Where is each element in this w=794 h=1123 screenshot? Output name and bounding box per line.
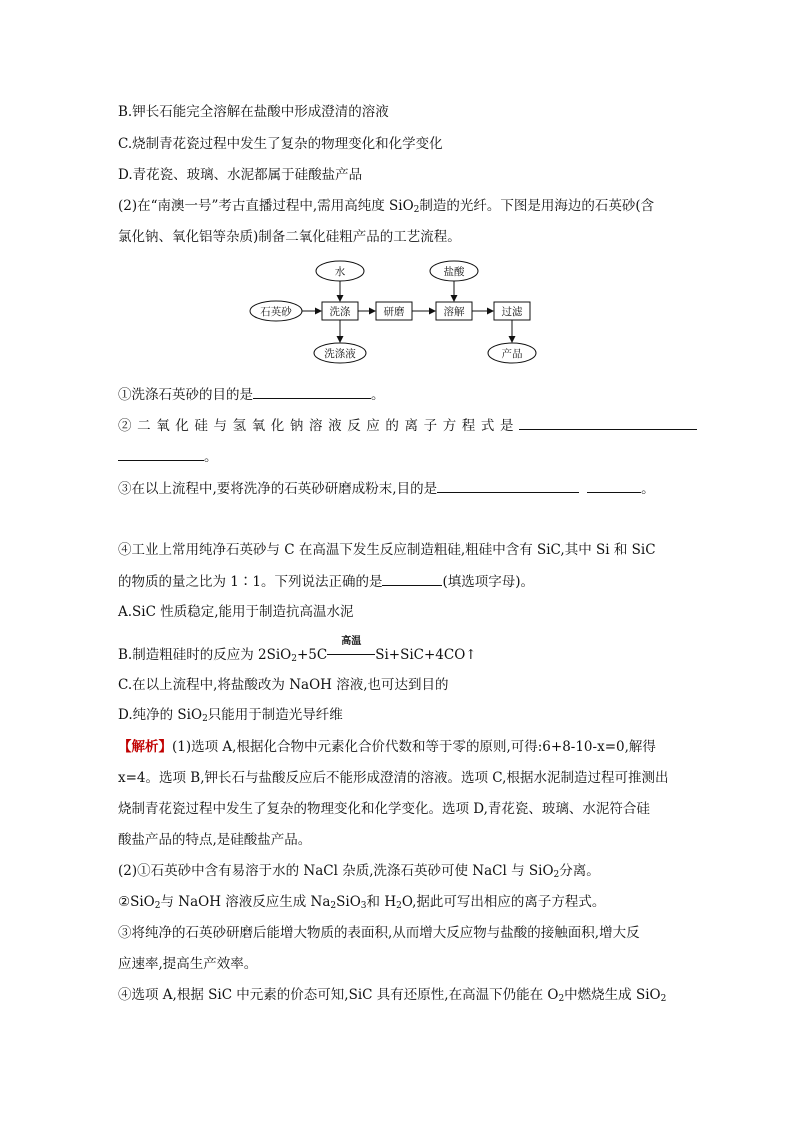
analysis-2-1: [118, 861, 600, 885]
label-water: 水: [334, 266, 346, 278]
option-b-q1: B.钾长石能完全溶解在盐酸中形成澄清的溶液: [118, 104, 389, 120]
q2-sub2: [118, 415, 697, 436]
q2-sub3: [118, 478, 655, 499]
subscript: 2: [558, 994, 565, 1004]
analysis-2-2: [118, 892, 605, 916]
option-c-q1: C.烧制青花瓷过程中发生了复杂的物理变化和化学变化: [118, 136, 443, 152]
answer-blank-2b[interactable]: [118, 446, 204, 461]
subscript: 3: [360, 901, 367, 911]
q2-sub2-text: ②二氧化硅与氢氧化钠溶液反应的离子方程式是: [118, 418, 520, 434]
q2-intro-text-b: 制造的光纤。下图是用海边的石英砂(含: [419, 198, 655, 214]
analysis-2-4: [118, 985, 666, 1009]
opt-d-pre: D.纯净的 SiO: [118, 707, 203, 723]
q2-sub1-text: ①洗涤石英砂的目的是: [118, 387, 253, 403]
answer-blank-2a[interactable]: [519, 415, 697, 430]
process-flowchart: [248, 258, 548, 368]
label-grind: 研磨: [383, 306, 405, 318]
subscript: 2: [660, 994, 667, 1004]
q2-option-c: C.在以上流程中,将盐酸改为 NaOH 溶液,也可达到目的: [118, 677, 449, 693]
q2-option-d: [118, 705, 343, 729]
subscript: 2: [330, 901, 337, 911]
q2-intro-line1: [118, 196, 654, 220]
analysis-line3: 烧制青花瓷过程中发生了复杂的物理变化和化学变化。选项 D,青花瓷、玻璃、水泥符合硅: [118, 801, 650, 817]
analysis-line1: [118, 737, 656, 757]
q2-sub1: [118, 384, 385, 405]
analysis-2-2-c: SiO: [336, 894, 361, 910]
answer-blank-4[interactable]: [382, 571, 442, 586]
label-product: 产品: [501, 348, 523, 360]
label-quartz: 石英砂: [260, 306, 292, 318]
answer-blank-1[interactable]: [253, 384, 371, 399]
reaction-condition-label: 高温: [341, 636, 362, 647]
q2-sub2-cont: [118, 446, 218, 467]
analysis-2-3-l1: ③将纯净的石英砂研磨后能增大物质的表面积,从而增大反应物与盐酸的接触面积,增大反: [118, 925, 640, 941]
reaction-condition: [327, 636, 375, 665]
analysis-2-2-d: 和 H: [366, 894, 397, 910]
q2-sub1-end: 。: [371, 387, 385, 403]
subscript: 2: [396, 901, 402, 911]
opt-b-pre: B.制造粗硅时的反应为 2SiO: [118, 647, 292, 663]
analysis-2-2-a: ②SiO: [118, 894, 155, 910]
q2-option-b: [118, 636, 477, 669]
answer-blank-3a[interactable]: [437, 478, 579, 493]
analysis-p1-l1: (1)选项 A,根据化合物中元素化合价代数和等于零的原则,可得:6+8-10-x=0,解得: [172, 739, 656, 755]
analysis-2-3-l2: 应速率,提高生产效率。: [118, 956, 258, 972]
analysis-2-4-pre: ④选项 A,根据 SiC 中元素的价态可知,SiC 具有还原性,在高温下仍能在 O: [118, 987, 559, 1003]
analysis-line4: 酸盐产品的特点,是硅酸盐产品。: [118, 832, 312, 848]
subscript: 2: [413, 205, 420, 215]
analysis-2-2-e: O,据此可写出相应的离子方程式。: [401, 894, 606, 910]
subscript: 2: [553, 870, 560, 880]
q2-sub4-end: (填选项字母)。: [442, 574, 535, 590]
analysis-line2: x=4。选项 B,钾长石与盐酸反应后不能形成澄清的溶液。选项 C,根据水泥制造过程可推测出: [118, 770, 669, 786]
reaction-condition-bar: [327, 654, 375, 655]
label-wash-liquid: 洗涤液: [324, 348, 356, 360]
subscript: 2: [154, 901, 161, 911]
analysis-tag: 【解析】: [118, 739, 172, 755]
opt-d-post: 只能用于制造光导纤维: [207, 707, 343, 723]
q2-sub2-end: 。: [204, 449, 218, 465]
label-filter: 过滤: [501, 306, 523, 318]
q2-intro-text-a: (2)在“南澳一号”考古直播过程中,需用高纯度 SiO: [118, 198, 414, 214]
q2-sub4-line2: [118, 571, 534, 592]
q2-sub4-line1: ④工业上常用纯净石英砂与 C 在高温下发生反应制造粗硅,粗硅中含有 SiC,其中 Si 和 SiC: [118, 542, 656, 558]
analysis-2-1-post: 分离。: [559, 863, 600, 879]
option-d-q1: D.青花瓷、玻璃、水泥都属于硅酸盐产品: [118, 167, 363, 183]
answer-blank-3b[interactable]: [587, 478, 641, 493]
subscript: 2: [291, 654, 297, 664]
analysis-2-4-mid: 中燃烧生成 SiO: [564, 987, 661, 1003]
label-wash: 洗涤: [329, 306, 351, 318]
analysis-2-1-pre: (2)①石英砂中含有易溶于水的 NaCl 杂质,洗涤石英砂可使 NaCl 与 SiO: [118, 863, 554, 879]
label-dissolve: 溶解: [443, 306, 465, 318]
q2-option-a: A.SiC 性质稳定,能用于制造抗高温水泥: [118, 604, 354, 620]
q2-sub3-text: ③在以上流程中,要将洗净的石英砂研磨成粉末,目的是: [118, 481, 438, 497]
subscript: 2: [202, 714, 208, 724]
opt-b-post: Si+SiC+4CO↑: [375, 647, 477, 663]
q2-intro-line2: 氯化钠、氧化铝等杂质)制备二氧化硅粗产品的工艺流程。: [118, 229, 461, 245]
opt-b-mid: +5C: [296, 647, 328, 663]
q2-sub4-text: 的物质的量之比为 1∶1。下列说法正确的是: [118, 574, 383, 590]
q2-sub3-end: 。: [641, 481, 655, 497]
analysis-2-2-b: 与 NaOH 溶液反应生成 Na: [160, 894, 331, 910]
label-acid: 盐酸: [443, 266, 465, 278]
